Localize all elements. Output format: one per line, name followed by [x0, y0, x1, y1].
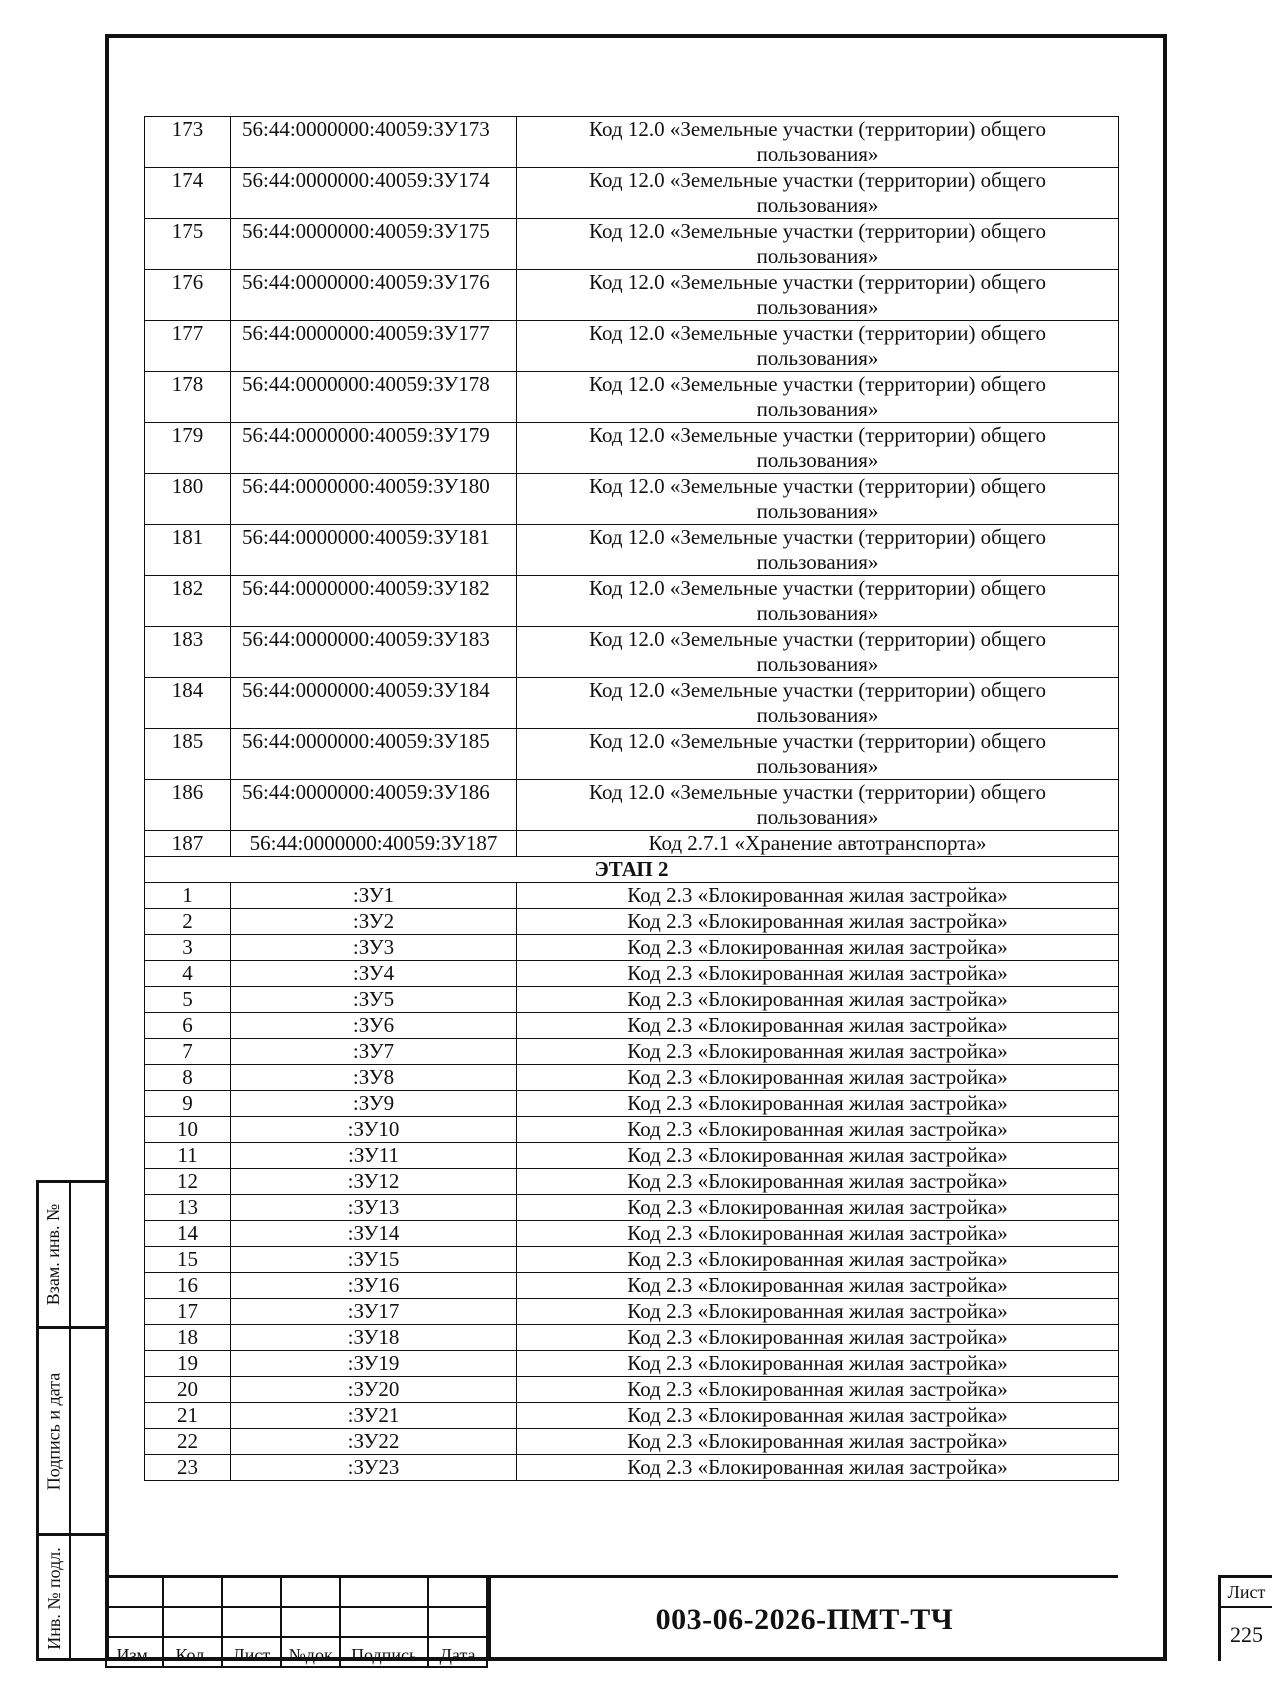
plot-id: :ЗУ10	[231, 1117, 517, 1143]
permitted-use-line2: пользования»	[756, 601, 879, 625]
row-number: 13	[145, 1195, 231, 1221]
row-number: 10	[145, 1117, 231, 1143]
stage-header-row	[145, 857, 1119, 883]
table-row	[145, 1247, 1119, 1273]
row-number: 23	[145, 1455, 231, 1481]
permitted-use	[517, 678, 1119, 729]
plot-id: :ЗУ13	[231, 1195, 517, 1221]
side-cell-podpis	[39, 1329, 105, 1536]
row-number: 181	[145, 525, 231, 576]
permitted-use: Код 2.3 «Блокированная жилая застройка»	[517, 1455, 1119, 1481]
row-number: 6	[145, 1013, 231, 1039]
table-row	[145, 883, 1119, 909]
row-number: 15	[145, 1247, 231, 1273]
plot-id: :ЗУ14	[231, 1221, 517, 1247]
plot-id: :ЗУ16	[231, 1273, 517, 1299]
col-kol: Кол.	[163, 1637, 222, 1667]
table-row	[145, 1039, 1119, 1065]
side-stamp-strip	[36, 1180, 105, 1661]
permitted-use: Код 2.3 «Блокированная жилая застройка»	[517, 961, 1119, 987]
permitted-use: Код 2.3 «Блокированная жилая застройка»	[517, 1299, 1119, 1325]
plot-id: :ЗУ5	[231, 987, 517, 1013]
plot-id: :ЗУ11	[231, 1143, 517, 1169]
permitted-use: Код 2.3 «Блокированная жилая застройка»	[517, 1091, 1119, 1117]
permitted-use-line1: Код 12.0 «Земельные участки (территории) общего	[589, 270, 1046, 294]
permitted-use	[517, 525, 1119, 576]
side-cell-vzam	[39, 1183, 105, 1329]
plot-id: 56:44:0000000:40059:ЗУ178	[231, 372, 517, 423]
permitted-use-line2: пользования»	[756, 397, 879, 421]
table-row	[145, 1299, 1119, 1325]
plot-id: 56:44:0000000:40059:ЗУ180	[231, 474, 517, 525]
permitted-use-line1: Код 12.0 «Земельные участки (территории) общего	[589, 729, 1046, 753]
plot-id: 56:44:0000000:40059:ЗУ181	[231, 525, 517, 576]
permitted-use	[517, 372, 1119, 423]
sheet-box	[1218, 1575, 1272, 1661]
plot-id: :ЗУ7	[231, 1039, 517, 1065]
permitted-use: Код 2.3 «Блокированная жилая застройка»	[517, 1351, 1119, 1377]
row-number: 3	[145, 935, 231, 961]
side-label-vzam: Взам. инв. №	[43, 1203, 64, 1306]
permitted-use	[517, 168, 1119, 219]
permitted-use-line2: пользования»	[756, 754, 879, 778]
permitted-use-line1: Код 12.0 «Земельные участки (территории) общего	[589, 576, 1046, 600]
plot-id: 56:44:0000000:40059:ЗУ184	[231, 678, 517, 729]
row-number: 178	[145, 372, 231, 423]
row-number: 174	[145, 168, 231, 219]
row-number: 180	[145, 474, 231, 525]
permitted-use-line1: Код 12.0 «Земельные участки (территории) общего	[589, 168, 1046, 192]
plot-id: 56:44:0000000:40059:ЗУ187	[231, 831, 517, 857]
permitted-use	[517, 729, 1119, 780]
plot-id: :ЗУ6	[231, 1013, 517, 1039]
table-row	[145, 474, 1119, 525]
permitted-use: Код 2.3 «Блокированная жилая застройка»	[517, 1247, 1119, 1273]
table-row	[145, 1091, 1119, 1117]
permitted-use-line2: пользования»	[756, 652, 879, 676]
table-row	[145, 270, 1119, 321]
table-row	[145, 909, 1119, 935]
table-row	[145, 1273, 1119, 1299]
plot-id: 56:44:0000000:40059:ЗУ179	[231, 423, 517, 474]
table-row	[145, 729, 1119, 780]
row-number: 22	[145, 1429, 231, 1455]
plot-id: :ЗУ8	[231, 1065, 517, 1091]
permitted-use-line2: пользования»	[756, 193, 879, 217]
permitted-use-line1: Код 12.0 «Земельные участки (территории) общего	[589, 372, 1046, 396]
permitted-use-line2: пользования»	[756, 346, 879, 370]
permitted-use-line1: Код 12.0 «Земельные участки (территории) общего	[589, 321, 1046, 345]
sheet-number: 225	[1230, 1622, 1263, 1647]
permitted-use-line1: Код 12.0 «Земельные участки (территории) общего	[589, 780, 1046, 804]
table-row	[145, 219, 1119, 270]
permitted-use	[517, 831, 1119, 857]
table-row	[145, 1325, 1119, 1351]
table-row	[145, 1377, 1119, 1403]
row-number: 20	[145, 1377, 231, 1403]
plot-id: 56:44:0000000:40059:ЗУ186	[231, 780, 517, 831]
document-code: 003-06-2026-ПМТ-ТЧ	[488, 1575, 1118, 1661]
plot-id: :ЗУ1	[231, 883, 517, 909]
row-number: 18	[145, 1325, 231, 1351]
row-number: 7	[145, 1039, 231, 1065]
permitted-use: Код 2.3 «Блокированная жилая застройка»	[517, 1377, 1119, 1403]
plot-id: 56:44:0000000:40059:ЗУ177	[231, 321, 517, 372]
row-number: 1	[145, 883, 231, 909]
plot-id: :ЗУ12	[231, 1169, 517, 1195]
row-number: 184	[145, 678, 231, 729]
plot-id: 56:44:0000000:40059:ЗУ173	[231, 117, 517, 168]
permitted-use-line2: пользования»	[756, 142, 879, 166]
plot-id: 56:44:0000000:40059:ЗУ174	[231, 168, 517, 219]
table-row	[145, 1403, 1119, 1429]
table-row	[145, 525, 1119, 576]
row-number: 182	[145, 576, 231, 627]
plot-id: :ЗУ22	[231, 1429, 517, 1455]
permitted-use-line1: Код 2.7.1 «Хранение автотранспорта»	[648, 831, 987, 855]
table-row	[145, 780, 1119, 831]
table-row	[145, 423, 1119, 474]
table-row	[145, 627, 1119, 678]
table-row	[145, 1013, 1119, 1039]
permitted-use	[517, 117, 1119, 168]
plot-id: :ЗУ2	[231, 909, 517, 935]
table-row	[145, 1065, 1119, 1091]
table-row	[145, 1429, 1119, 1455]
permitted-use: Код 2.3 «Блокированная жилая застройка»	[517, 1039, 1119, 1065]
permitted-use: Код 2.3 «Блокированная жилая застройка»	[517, 909, 1119, 935]
row-number: 2	[145, 909, 231, 935]
row-number: 11	[145, 1143, 231, 1169]
col-ndok: №док	[281, 1637, 340, 1667]
revision-grid	[105, 1575, 488, 1668]
table-row	[145, 987, 1119, 1013]
table-row	[145, 1169, 1119, 1195]
row-number: 176	[145, 270, 231, 321]
row-number: 173	[145, 117, 231, 168]
permitted-use: Код 2.3 «Блокированная жилая застройка»	[517, 1065, 1119, 1091]
plot-id: :ЗУ15	[231, 1247, 517, 1273]
row-number: 12	[145, 1169, 231, 1195]
row-number: 5	[145, 987, 231, 1013]
permitted-use-line1: Код 12.0 «Земельные участки (территории) общего	[589, 219, 1046, 243]
plot-id: :ЗУ17	[231, 1299, 517, 1325]
permitted-use	[517, 219, 1119, 270]
plot-id: :ЗУ3	[231, 935, 517, 961]
table-row	[145, 168, 1119, 219]
permitted-use-line2: пользования»	[756, 295, 879, 319]
permitted-use: Код 2.3 «Блокированная жилая застройка»	[517, 1143, 1119, 1169]
side-label-podpis: Подпись и дата	[43, 1372, 64, 1490]
table-row	[145, 372, 1119, 423]
plot-id: 56:44:0000000:40059:ЗУ182	[231, 576, 517, 627]
col-data: Дата	[428, 1637, 487, 1667]
table-row	[145, 1117, 1119, 1143]
table-row	[145, 831, 1119, 857]
permitted-use: Код 2.3 «Блокированная жилая застройка»	[517, 1221, 1119, 1247]
permitted-use-line2: пользования»	[756, 805, 879, 829]
row-number: 183	[145, 627, 231, 678]
permitted-use-line2: пользования»	[756, 448, 879, 472]
sheet-label: Лист	[1221, 1578, 1272, 1608]
permitted-use	[517, 423, 1119, 474]
table-row	[145, 1221, 1119, 1247]
side-label-inv: Инв. № подл.	[43, 1547, 64, 1650]
table-row	[145, 321, 1119, 372]
side-cell-inv	[39, 1536, 105, 1661]
permitted-use	[517, 576, 1119, 627]
permitted-use	[517, 780, 1119, 831]
permitted-use: Код 2.3 «Блокированная жилая застройка»	[517, 1325, 1119, 1351]
permitted-use-line1: Код 12.0 «Земельные участки (территории) общего	[589, 678, 1046, 702]
permitted-use: Код 2.3 «Блокированная жилая застройка»	[517, 935, 1119, 961]
permitted-use-line2: пользования»	[756, 550, 879, 574]
row-number: 16	[145, 1273, 231, 1299]
col-list: Лист	[222, 1637, 282, 1667]
permitted-use: Код 2.3 «Блокированная жилая застройка»	[517, 1169, 1119, 1195]
permitted-use	[517, 270, 1119, 321]
permitted-use: Код 2.3 «Блокированная жилая застройка»	[517, 1013, 1119, 1039]
table-row	[145, 1351, 1119, 1377]
permitted-use-line2: пользования»	[756, 499, 879, 523]
permitted-use: Код 2.3 «Блокированная жилая застройка»	[517, 1429, 1119, 1455]
col-izm: Изм.	[106, 1637, 163, 1667]
permitted-use-line1: Код 12.0 «Земельные участки (территории) общего	[589, 474, 1046, 498]
permitted-use: Код 2.3 «Блокированная жилая застройка»	[517, 1273, 1119, 1299]
permitted-use-line2: пользования»	[756, 244, 879, 268]
permitted-use: Код 2.3 «Блокированная жилая застройка»	[517, 1403, 1119, 1429]
permitted-use	[517, 321, 1119, 372]
row-number: 185	[145, 729, 231, 780]
row-number: 186	[145, 780, 231, 831]
table-row	[145, 935, 1119, 961]
row-number: 19	[145, 1351, 231, 1377]
permitted-use-line1: Код 12.0 «Земельные участки (территории) общего	[589, 117, 1046, 141]
row-number: 179	[145, 423, 231, 474]
table-row	[145, 961, 1119, 987]
plot-id: :ЗУ23	[231, 1455, 517, 1481]
land-plots-table-body	[145, 117, 1119, 1481]
permitted-use: Код 2.3 «Блокированная жилая застройка»	[517, 987, 1119, 1013]
row-number: 17	[145, 1299, 231, 1325]
permitted-use: Код 2.3 «Блокированная жилая застройка»	[517, 883, 1119, 909]
table-row	[145, 576, 1119, 627]
table-row	[145, 1143, 1119, 1169]
plot-id: :ЗУ19	[231, 1351, 517, 1377]
permitted-use-line2: пользования»	[756, 703, 879, 727]
row-number: 4	[145, 961, 231, 987]
row-number: 14	[145, 1221, 231, 1247]
permitted-use: Код 2.3 «Блокированная жилая застройка»	[517, 1195, 1119, 1221]
row-number: 21	[145, 1403, 231, 1429]
row-number: 8	[145, 1065, 231, 1091]
row-number: 187	[145, 831, 231, 857]
table-row	[145, 117, 1119, 168]
plot-id: :ЗУ9	[231, 1091, 517, 1117]
plot-id: :ЗУ21	[231, 1403, 517, 1429]
land-plots-table	[144, 116, 1119, 1481]
stage-header: ЭТАП 2	[145, 857, 1119, 883]
permitted-use-line1: Код 12.0 «Земельные участки (территории) общего	[589, 423, 1046, 447]
col-podpis: Подпись	[340, 1637, 428, 1667]
plot-id: :ЗУ4	[231, 961, 517, 987]
permitted-use	[517, 627, 1119, 678]
plot-id: 56:44:0000000:40059:ЗУ176	[231, 270, 517, 321]
table-row	[145, 678, 1119, 729]
table-row	[145, 1195, 1119, 1221]
permitted-use-line1: Код 12.0 «Земельные участки (территории) общего	[589, 525, 1046, 549]
plot-id: :ЗУ18	[231, 1325, 517, 1351]
permitted-use-line1: Код 12.0 «Земельные участки (территории) общего	[589, 627, 1046, 651]
plot-id: 56:44:0000000:40059:ЗУ183	[231, 627, 517, 678]
title-block	[105, 1575, 1266, 1665]
plot-id: 56:44:0000000:40059:ЗУ175	[231, 219, 517, 270]
permitted-use: Код 2.3 «Блокированная жилая застройка»	[517, 1117, 1119, 1143]
row-number: 9	[145, 1091, 231, 1117]
row-number: 175	[145, 219, 231, 270]
plot-id: 56:44:0000000:40059:ЗУ185	[231, 729, 517, 780]
permitted-use	[517, 474, 1119, 525]
row-number: 177	[145, 321, 231, 372]
plot-id: :ЗУ20	[231, 1377, 517, 1403]
table-row	[145, 1455, 1119, 1481]
